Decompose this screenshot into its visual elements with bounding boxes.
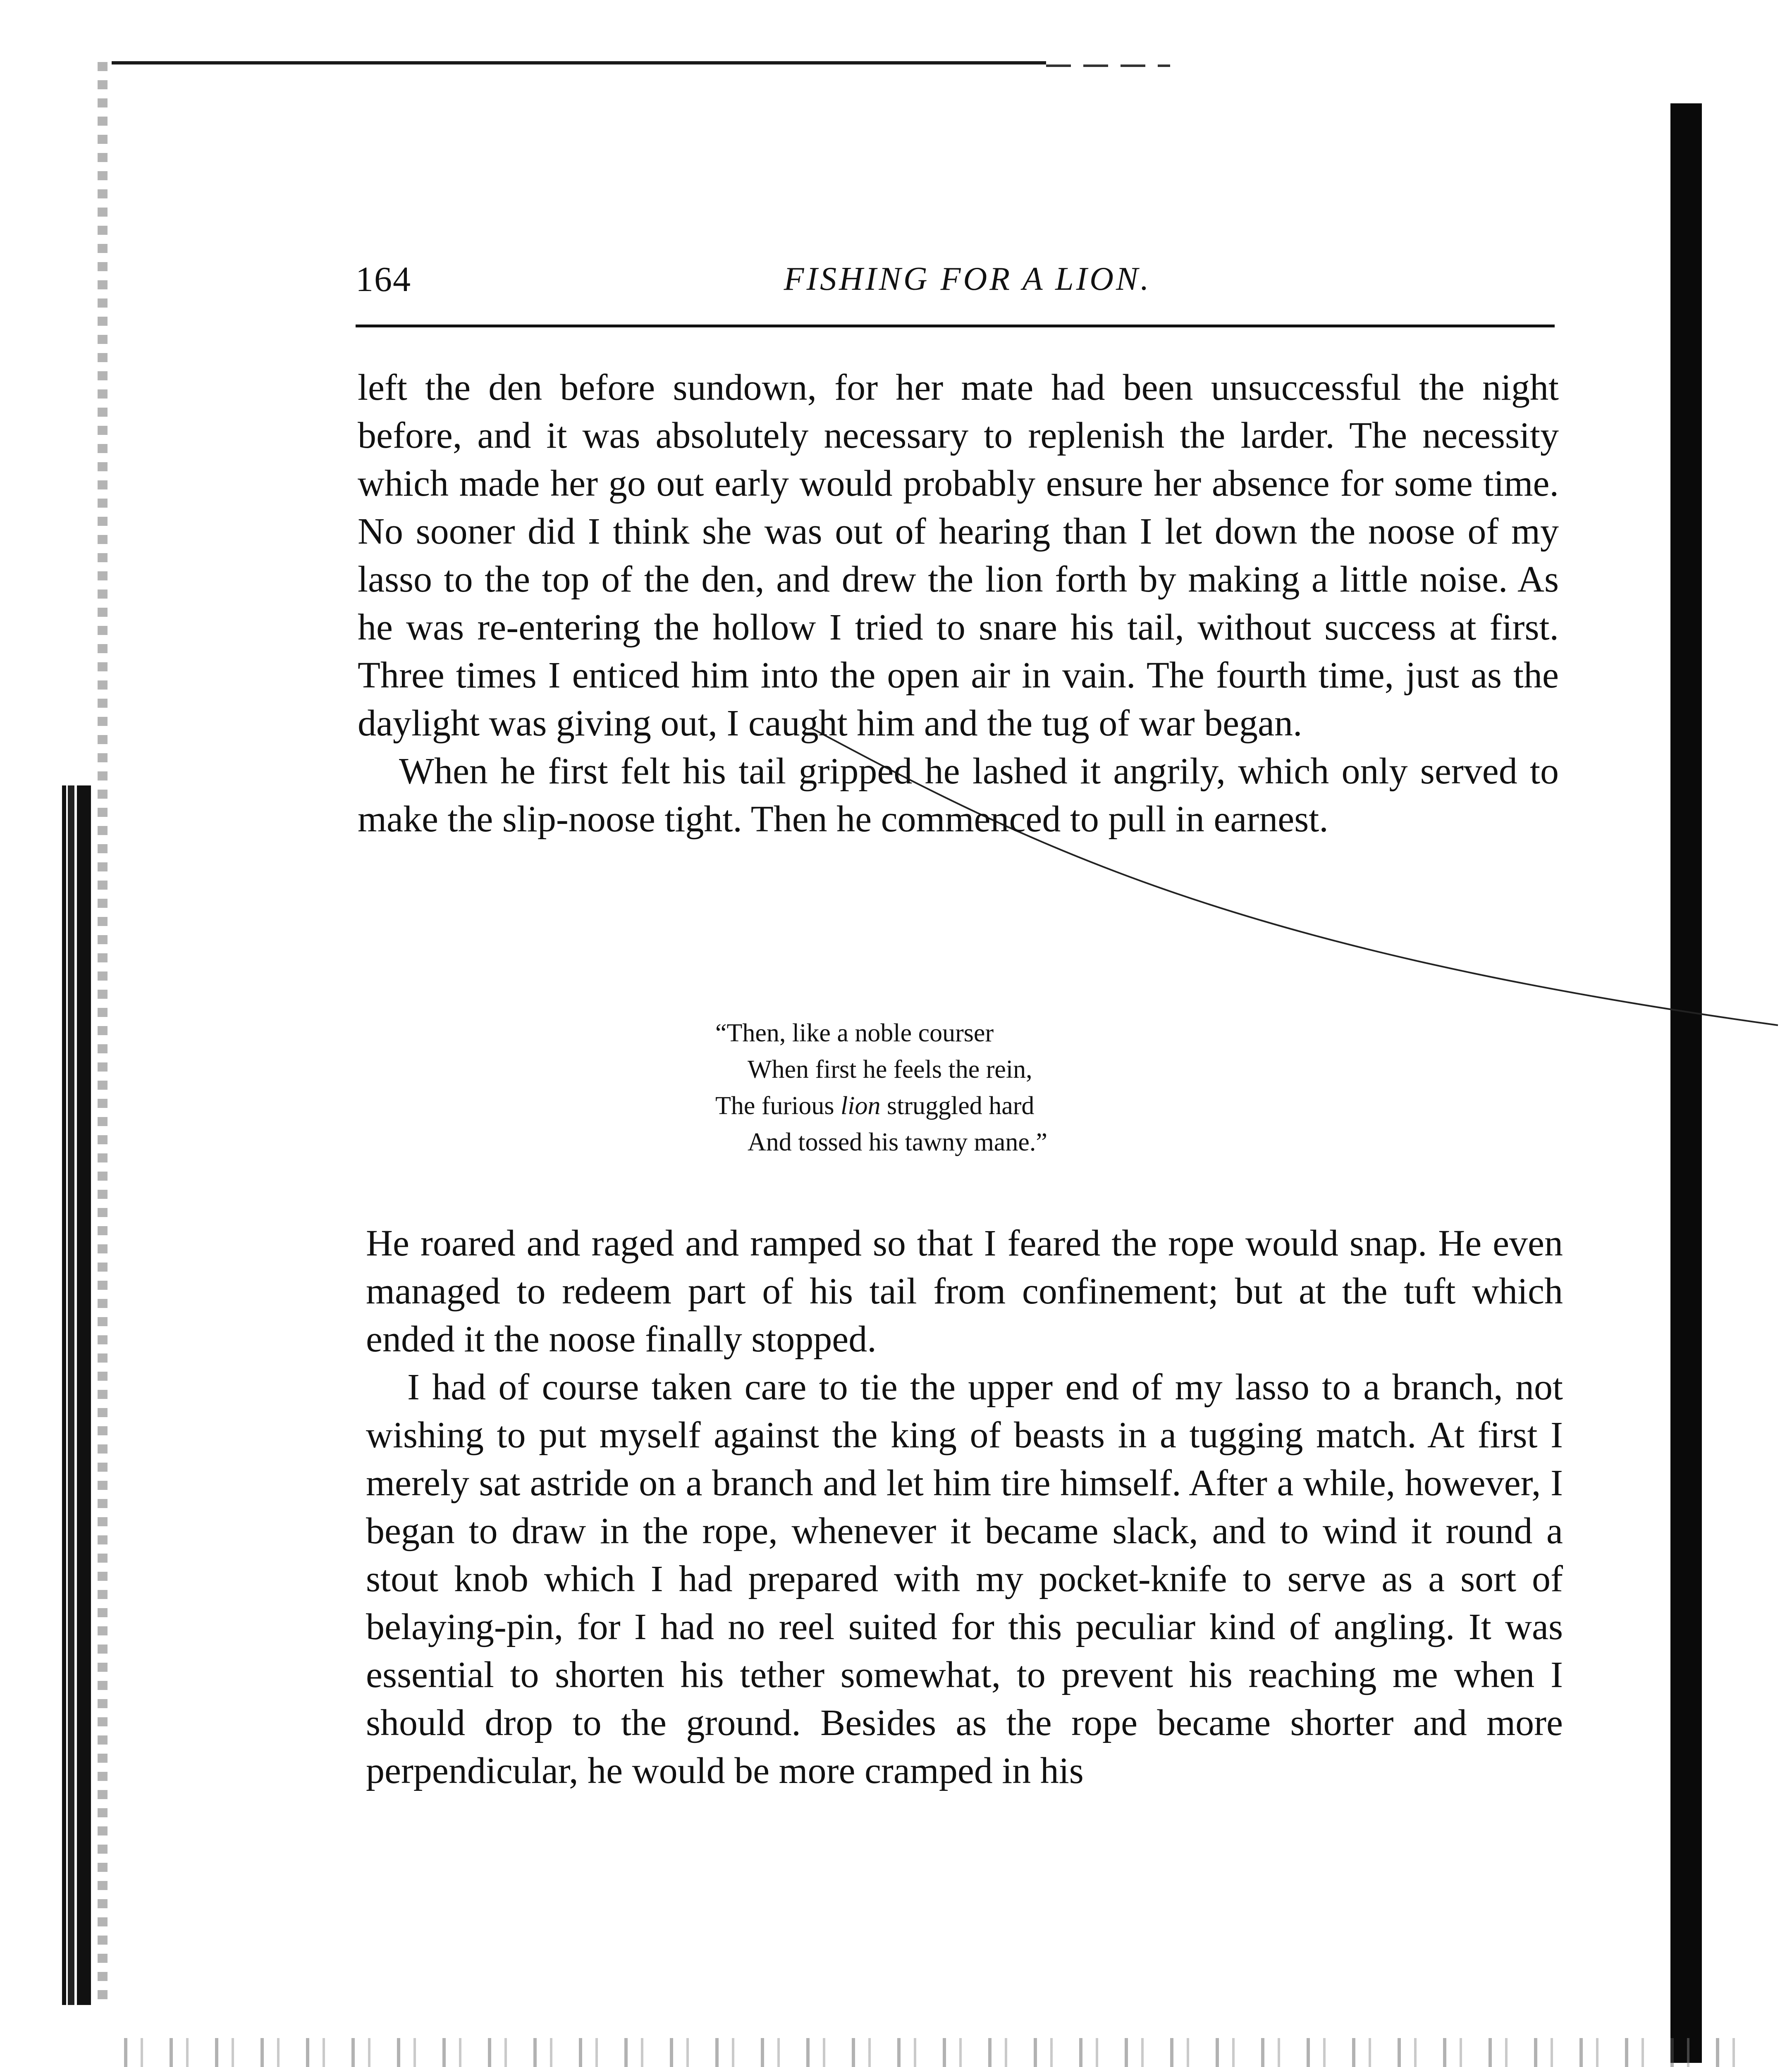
scan-left-edge bbox=[62, 785, 91, 2005]
scan-top-rule-dash bbox=[1046, 64, 1170, 67]
paragraph-1: left the den before sundown, for her mate had been unsuccessful the night before, and it was absolutely necessary to replenish the larder. The necessity which made her go out early would probably ensure her absence for some time. No sooner did I think she was out of hearing than I let down the noose of my lasso to the top of the den, and drew the lion forth by making a little noise. As he was re-entering the hollow I tried to snare his tail, without success at first. Three times I enticed him into the open air in vain. The fourth time, just as the daylight was giving out, I caught him and the tug of war began. bbox=[358, 367, 1559, 744]
verse-line-2: When first he feels the rein, bbox=[748, 1055, 1032, 1084]
paragraph-3: He roared and raged and ramped so that I feared the rope would snap. He even managed to redeem part of his tail from confinement; but at the tuft which ended it the noose finally stopped. bbox=[366, 1223, 1563, 1360]
scan-right-edge bbox=[1670, 103, 1702, 2063]
verse-quotation bbox=[715, 1015, 1336, 1160]
verse-line-4: And tossed his tawny mane.” bbox=[748, 1128, 1047, 1156]
verse-line-1: “Then, like a noble courser bbox=[715, 1019, 994, 1047]
paragraph-2: When he first felt his tail gripped he lashed it angrily, which only served to make the slip-noose tight. Then he commenced to pull in earnest. bbox=[358, 751, 1559, 840]
scan-top-rule bbox=[112, 61, 1046, 64]
verse-line-3 bbox=[715, 1088, 1336, 1124]
running-title: FISHING FOR A LION. bbox=[784, 261, 1152, 297]
scan-bottom-noise bbox=[124, 2038, 1757, 2067]
text-block-upper bbox=[358, 364, 1559, 843]
running-head bbox=[356, 256, 1604, 302]
header-rule bbox=[356, 325, 1555, 327]
paragraph-4: I had of course taken care to tie the upper end of my lasso to a branch, not wishing to put myself against the king of beasts in a tugging match. At first I merely sat astride on a branch and let him tire himself. After a while, however, I began to draw in the rope, whenever it became slack, and to wind it round a stout knob which I had prepared with my pocket-knife to serve as a sort of belaying-pin, for I had no reel suited for this peculiar kind of angling. It was essential to shorten his tether somewhat, to prevent his reaching me when I should drop to the ground. Besides as the rope became shorter and more perpendicular, he would be more cramped in his bbox=[366, 1367, 1563, 1791]
verse-line-3-italic: lion bbox=[841, 1092, 881, 1120]
scan-left-edge-marks bbox=[98, 62, 108, 2005]
verse-line-3-start: The furious bbox=[715, 1092, 841, 1120]
text-block-lower bbox=[366, 1220, 1563, 1795]
verse-line-3-end: struggled hard bbox=[880, 1092, 1035, 1120]
page-number: 164 bbox=[356, 259, 411, 299]
